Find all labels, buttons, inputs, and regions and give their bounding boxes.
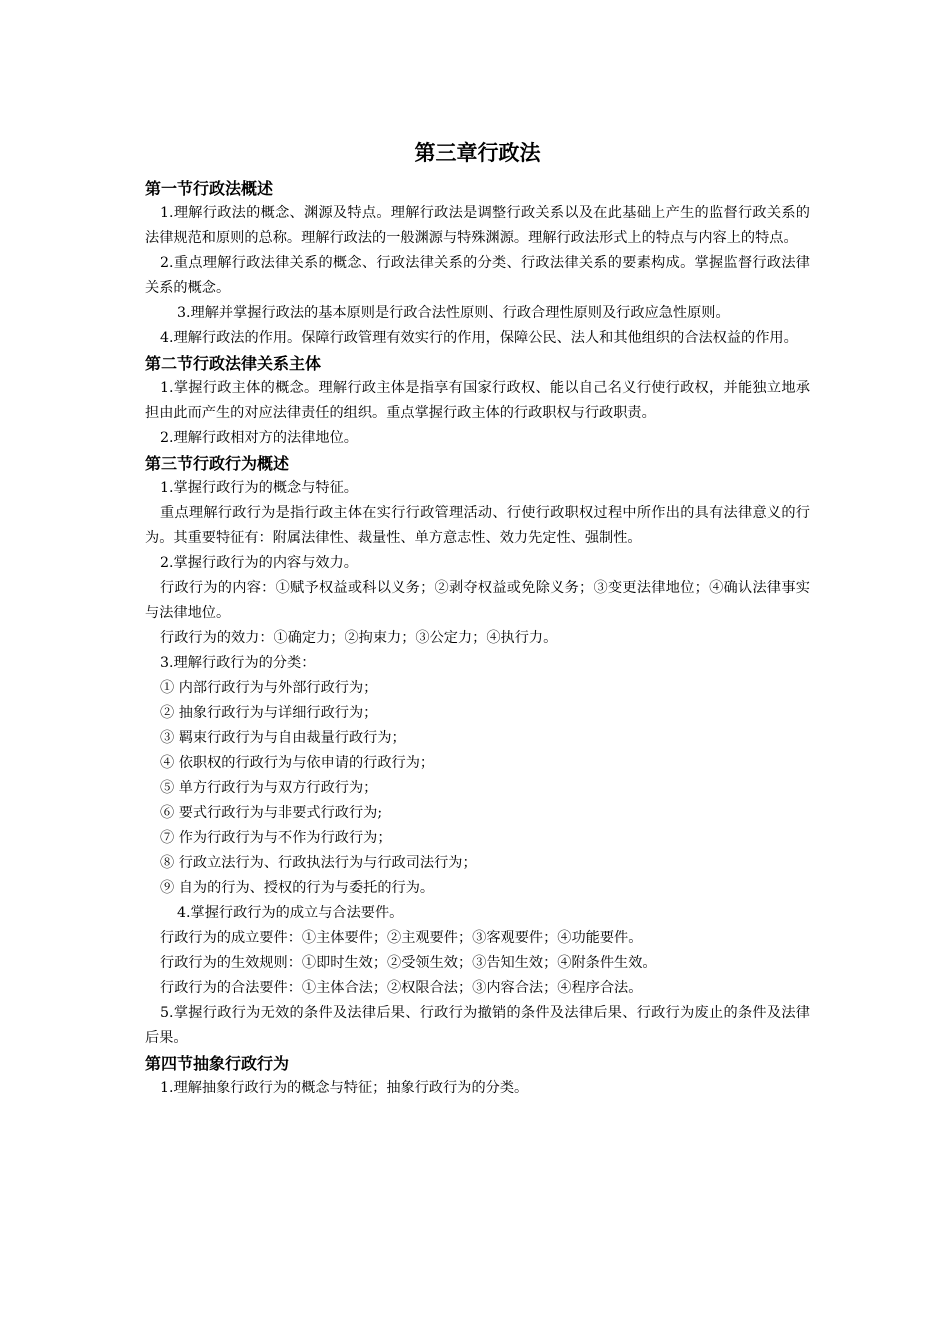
section-heading-4: 第四节抽象行政行为 — [145, 1054, 290, 1073]
list-item: ⑨ 自为的行为、授权的行为与委托的行为。 — [160, 880, 435, 896]
paragraph: 行政行为的合法要件：①主体合法；②权限合法；③内容合法；④程序合法。 — [160, 980, 643, 996]
list-item: ③ 羁束行政行为与自由裁量行政行为； — [160, 730, 406, 746]
paragraph: 1.掌握行政行为的概念与特征。 — [160, 480, 358, 496]
paragraph: 4.理解行政法的作用。保障行政管理有效实行的作用，保障公民、法人和其他组织的合法权益的作用。 — [160, 330, 798, 346]
paragraph: 1.理解行政法的概念、渊源及特点。理解行政法是调整行政关系以及在此基础上产生的监督行政关系的法律规范和原则的总称。理解行政法的一般渊源与特殊渊源。理解行政法形式上的特点与内容上的特点。 — [145, 205, 810, 246]
list-item: ⑦ 作为行政行为与不作为行政行为； — [160, 830, 392, 846]
list-item: ⑤ 单方行政行为与双方行政行为； — [160, 780, 378, 796]
paragraph: 1.掌握行政主体的概念。理解行政主体是指享有国家行政权、能以自己名义行使行政权，并能独立地承担由此而产生的对应法律责任的组织。重点掌握行政主体的行政职权与行政职责。 — [145, 380, 810, 421]
list-item: ⑧ 行政立法行为、行政执法行为与行政司法行为； — [160, 855, 477, 871]
list-item: ⑥ 要式行政行为与非要式行政行为; — [160, 805, 383, 821]
section-heading-1: 第一节行政法概述 — [145, 179, 274, 198]
document-title: 第三章行政法 — [414, 141, 541, 165]
section-heading-3: 第三节行政行为概述 — [145, 454, 290, 473]
list-item: ② 抽象行政行为与详细行政行为； — [160, 705, 378, 721]
paragraph: 重点理解行政行为是指行政主体在实行行政管理活动、行使行政职权过程中所作出的具有法律意义的行为。其重要特征有：附属法律性、裁量性、单方意志性、效力先定性、强制性。 — [145, 505, 810, 546]
paragraph: 2.重点理解行政法律关系的概念、行政法律关系的分类、行政法律关系的要素构成。掌握监督行政法律关系的概念。 — [145, 255, 810, 296]
paragraph: 2.理解行政相对方的法律地位。 — [160, 430, 358, 446]
paragraph: 4.掌握行政行为的成立与合法要件。 — [177, 905, 404, 921]
paragraph: 1.理解抽象行政行为的概念与特征；抽象行政行为的分类。 — [160, 1080, 529, 1096]
section-heading-2: 第二节行政法律关系主体 — [145, 354, 322, 373]
paragraph: 行政行为的生效规则：①即时生效；②受领生效；③告知生效；④附条件生效。 — [160, 955, 657, 971]
list-item: ④ 依职权的行政行为与依申请的行政行为； — [160, 755, 435, 771]
paragraph: 行政行为的效力：①确定力；②拘束力；③公定力；④执行力。 — [160, 630, 558, 646]
document-page — [145, 138, 810, 1101]
paragraph: 行政行为的内容：①赋予权益或科以义务；②剥夺权益或免除义务；③变更法律地位；④确认法律事实与法律地位。 — [145, 580, 810, 621]
paragraph: 2.掌握行政行为的内容与效力。 — [160, 555, 358, 571]
list-item: ① 内部行政行为与外部行政行为； — [160, 680, 378, 696]
paragraph: 5.掌握行政行为无效的条件及法律后果、行政行为撤销的条件及法律后果、行政行为废止的条件及法律后果。 — [145, 1005, 810, 1046]
paragraph: 3.理解行政行为的分类： — [160, 655, 316, 671]
paragraph: 行政行为的成立要件：①主体要件；②主观要件；③客观要件；④功能要件。 — [160, 930, 643, 946]
paragraph: 3.理解并掌握行政法的基本原则是行政合法性原则、行政合理性原则及行政应急性原则。 — [177, 305, 730, 321]
